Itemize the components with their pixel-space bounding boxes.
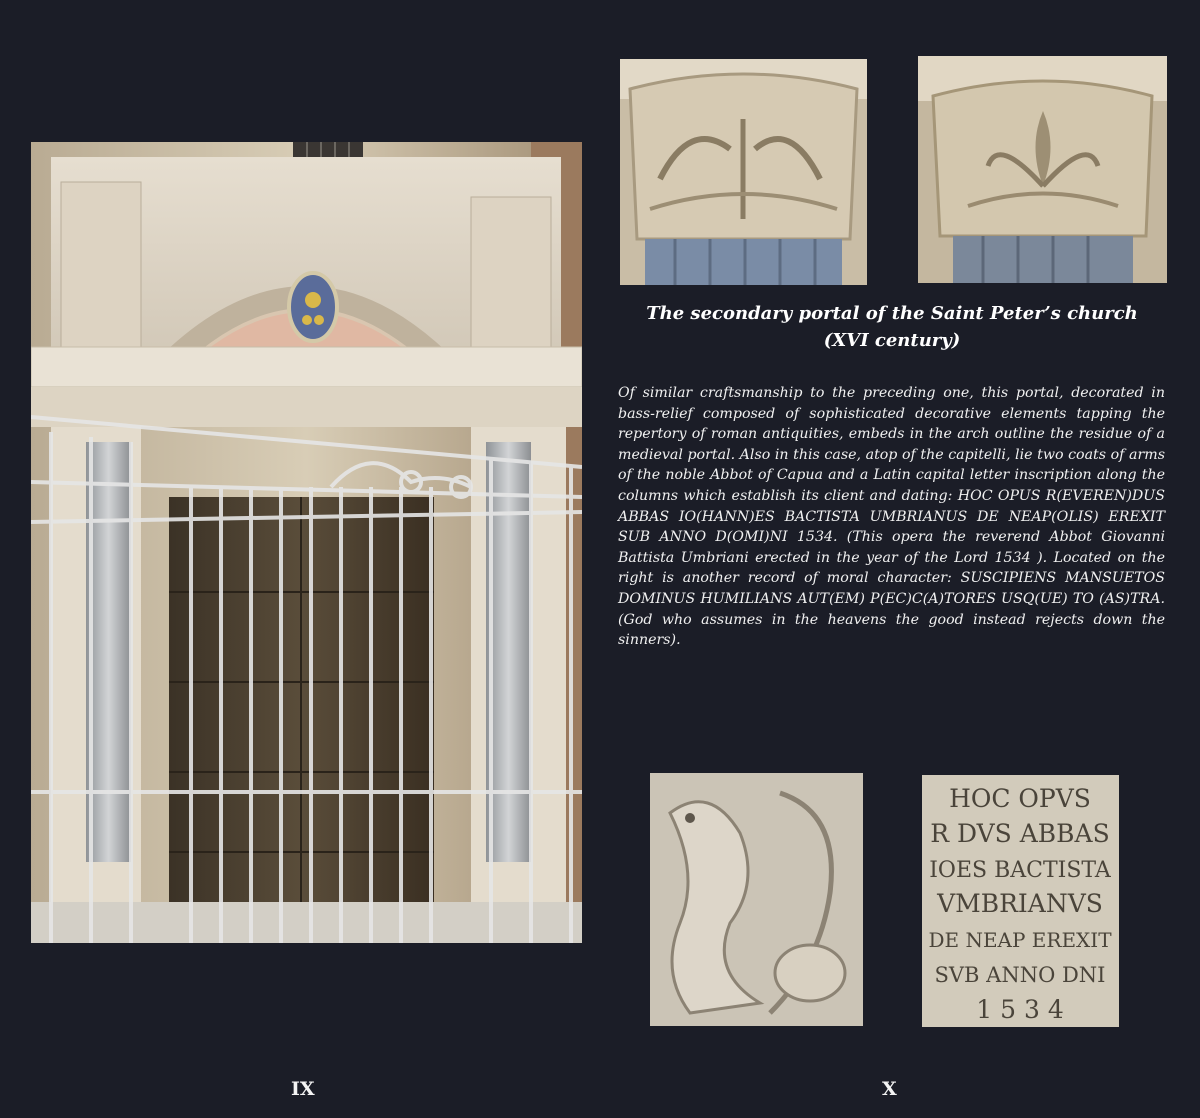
page-number-left: IX — [291, 1078, 315, 1100]
inscription-line: VMBRIANVS — [937, 889, 1103, 918]
portal-photo — [31, 142, 582, 943]
inscription-line: 1 5 3 4 — [976, 995, 1064, 1024]
inscription-line: R DVS ABBAS — [930, 819, 1110, 848]
griffin-relief-photo — [650, 773, 863, 1026]
body-text: Of similar craftsmanship to the preceding one, this portal, decorated in bass-relief composed of sophisticated decorative elements tapping the repertory of roman antiquities, embeds in the arch outline the residue of a medieval portal. Also in this case, atop of the capitelli, lie two coats of arms of the noble Abbot of Capua and a Latin capital letter inscription along the columns which establish its client and dating: HOC OPUS R(EVEREN)DUS ABBAS IO(HANN)ES BACTISTA UMBRIANUS DE NEAP(OLIS) EREXIT SUB ANNO D(OMI)NI 1534. (This opera the reverend Abbot Giovanni Battista Umbriani erected in the year of the Lord 1534 ). Located on the right is another record of moral character: SUSCIPIENS MANSUETOS DOMINUS HUMILIANS AUT(EM) P(EC)C(A)TORES USQ(UE) TO (AS)TRA. (God who assumes in the heavens the good instead rejects down the sinners). — [618, 385, 1165, 649]
caption-title-line2: (XVI century) — [823, 330, 961, 351]
capital-photo-left — [620, 59, 867, 285]
inscription-line: DE NEAP EREXIT — [928, 928, 1112, 952]
caption-title-line1: The secondary portal of the Saint Peter’s church — [646, 303, 1138, 324]
inscription-line: IOES BACTISTA — [929, 858, 1111, 883]
caption-title — [612, 300, 1172, 354]
page-number-right: X — [882, 1078, 897, 1100]
inscription-line: HOC OPVS — [949, 784, 1091, 813]
inscription-photo — [922, 775, 1119, 1027]
inscription-line: SVB ANNO DNI — [934, 963, 1106, 987]
capital-photo-right — [918, 56, 1167, 283]
